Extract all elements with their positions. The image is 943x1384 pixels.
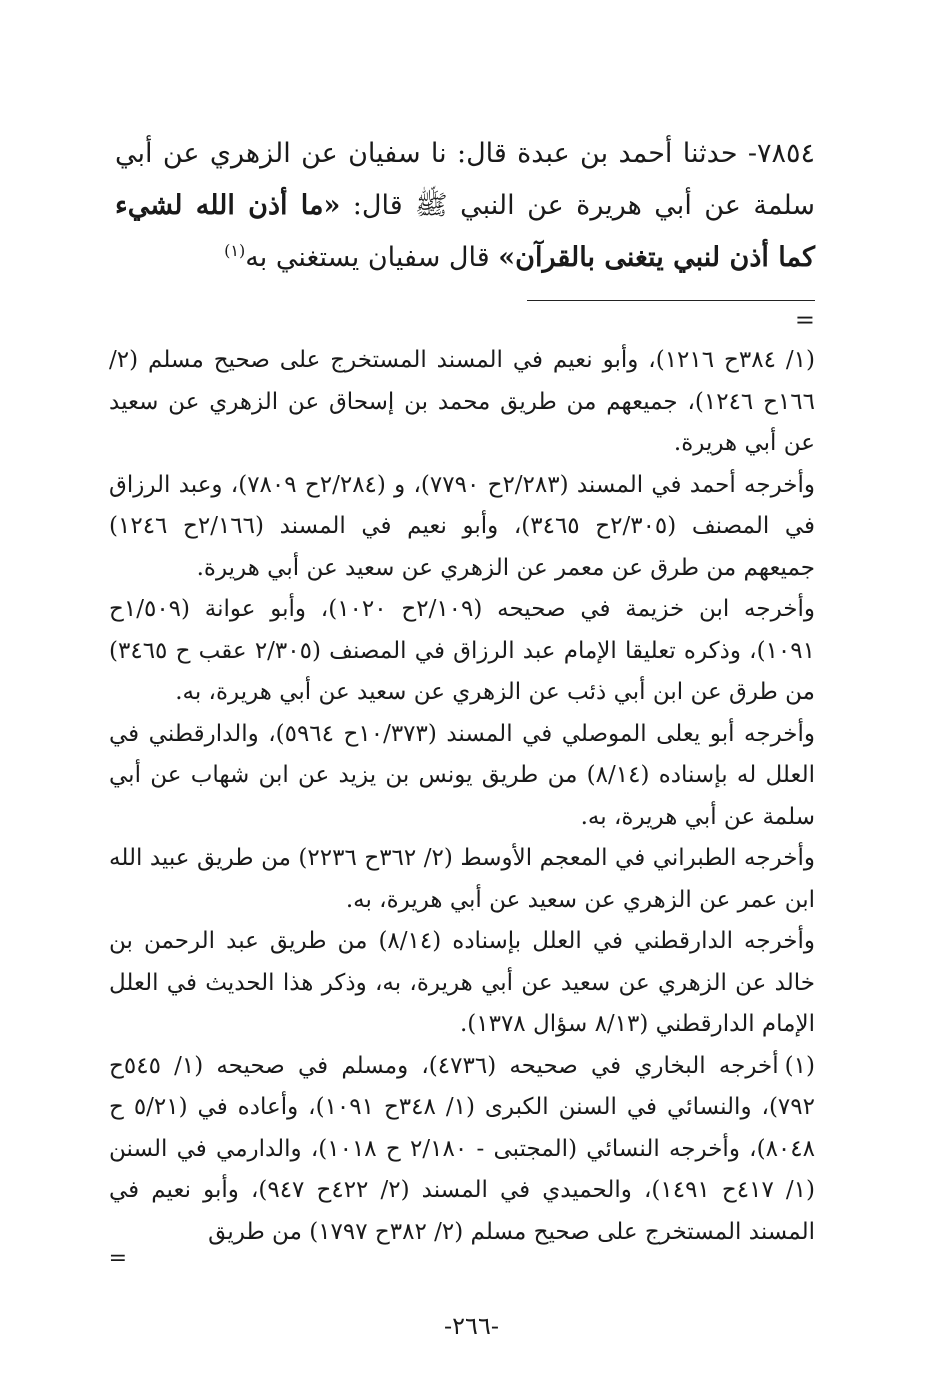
continuation-mark-top: = (794, 306, 815, 334)
note-paragraph-5: وأخرجه الطبراني في المعجم الأوسط (٢/ ٣٦٢ح ٢٢٣٦) من طريق عبيد الله ابن عمر عن الزهري عن سعيد عن أبي هريرة، به. (109, 845, 816, 913)
hadith-text-part2: قال سفيان يستغني به (245, 242, 499, 273)
note-paragraph-4: وأخرجه أبو يعلى الموصلي في المسند (١٠/٣٧٣ح ٥٩٦٤)، والدارقطني في العلل له بإسناده (٨/١٤) من طريق يونس بن يزيد عن ابن شهاب عن أبي سلمة عن أبي هريرة، به. (109, 720, 815, 830)
footnote-text: أخرجه البخاري في صحيحه (٤٧٣٦)، ومسلم في صحيحه (١/ ٥٤٥ح ٧٩٢)، والنسائي في السنن الكبرى (١/ ٣٤٨ح ١٠٩١)، وأعاده في (٥/٢١ ح ٨٠٤٨)، وأخرجه النسائي (المجتبى - ٢/١٨٠ ح ١٠١٨)، والدارمي في السنن (١/ ٤١٧ح ١٤٩١)، والحميدي في المسند (٢/ ٤٢٢ح ٩٤٧)، وأبو نعيم في المسند المستخرج على صحيح مسلم (٢/ ٣٨٢ح ١٧٩٧) من طريق (109, 1052, 815, 1245)
footnote-separator (527, 300, 815, 301)
note-paragraph-6: وأخرجه الدارقطني في العلل بإسناده (٨/١٤) من طريق عبد الرحمن بن خالد عن الزهري عن سعيد عن أبي هريرة، به، وذكر هذا الحديث في العلل الإمام الدارقطني (٨/١٣ سؤال ١٣٧٨). (109, 928, 815, 1037)
footnote-reference[interactable]: (١) (224, 241, 246, 260)
footnote-1 (109, 1046, 815, 1254)
footnote-number: (١) (784, 1052, 815, 1079)
hadith-quote: «ما أذن الله لشيء كما أذن لنبي يتغنى بالقرآن» (115, 190, 815, 273)
note-paragraph-2: وأخرجه أحمد في المسند (٢/٢٨٣ح ٧٧٩٠)، و (٢/٢٨٤ح ٧٨٠٩)، وعبد الرزاق في المصنف (٢/٣٠٥ح ٣٤٦٥)، وأبو نعيم في المسند (٢/١٦٦ح ١٢٤٦) جميعهم من طرق عن معمر عن الزهري عن سعيد عن أبي هريرة. (109, 471, 815, 581)
hadith-text-part1: ٧٨٥٤- حدثنا أحمد بن عبدة قال: نا سفيان عن الزهري عن أبي سلمة عن أبي هريرة عن النبي ﷺ قال: (115, 138, 816, 221)
page-number: -٢٦٦- (444, 1312, 499, 1340)
continuation-mark-bottom: = (108, 1246, 127, 1271)
hadith-main-text (115, 128, 815, 284)
note-paragraph-3: وأخرجه ابن خزيمة في صحيحه (٢/١٠٩ح ١٠٢٠)، وأبو عوانة (١/٥٠٩ح ١٠٩١)، وذكره تعليقا الإمام عبد الرزاق في المصنف (٢/٣٠٥ عقب ح ٣٤٦٥) من طرق عن ابن أبي ذئب عن الزهري عن سعيد عن أبي هريرة، به. (109, 596, 815, 705)
note-paragraph-1: (١/ ٣٨٤ح ١٢١٦)، وأبو نعيم في المسند المستخرج على صحيح مسلم (٢/ ١٦٦ح ١٢٤٦)، جميعهم من طريق محمد بن إسحاق عن الزهري عن سعيد عن أبي هريرة. (109, 347, 815, 456)
footnotes-section (109, 340, 815, 1253)
